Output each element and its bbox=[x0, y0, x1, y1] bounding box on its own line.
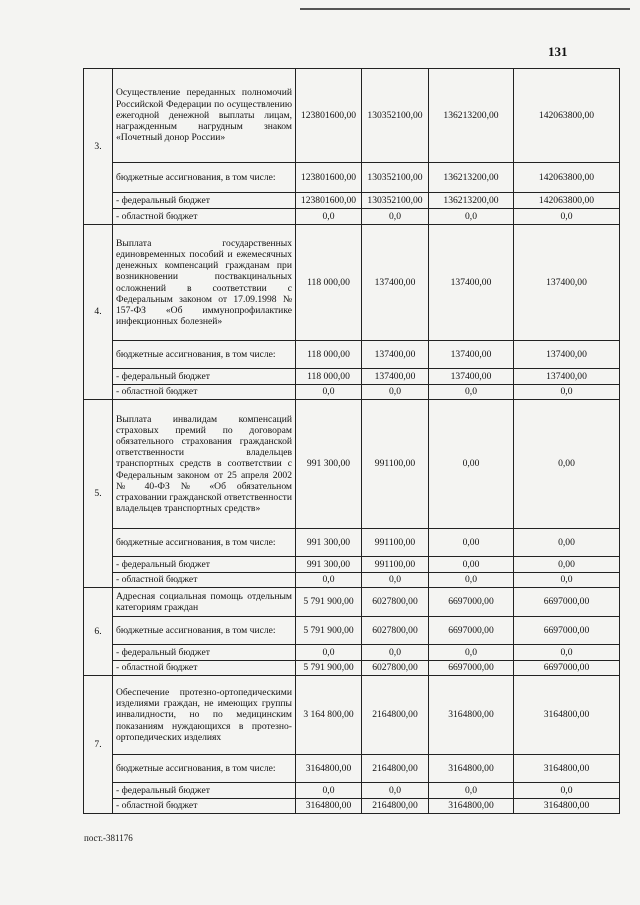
value-cell: 137400,00 bbox=[514, 341, 620, 369]
table-row bbox=[84, 341, 620, 369]
value-cell: 0,00 bbox=[514, 529, 620, 557]
value-cell: 123801600,00 bbox=[296, 163, 362, 193]
table-row bbox=[84, 193, 620, 209]
sub-label: - федеральный бюджет bbox=[113, 193, 296, 209]
value-cell: 991100,00 bbox=[362, 400, 429, 529]
table-row bbox=[84, 645, 620, 661]
value-cell: 0,0 bbox=[514, 783, 620, 799]
sub-label: - федеральный бюджет bbox=[113, 645, 296, 661]
value-cell: 3164800,00 bbox=[514, 799, 620, 814]
value-cell: 142063800,00 bbox=[514, 193, 620, 209]
table-row bbox=[84, 400, 620, 529]
row-title: Осуществление переданных полномочий Российской Федерации по осуществлению ежегодной денежной выплаты лицам, награжденным нагрудным знаком «Почетный донор России» bbox=[113, 69, 296, 163]
value-cell: 0,0 bbox=[296, 209, 362, 225]
value-cell: 0,00 bbox=[429, 400, 514, 529]
value-cell: 0,0 bbox=[362, 645, 429, 661]
value-cell: 6027800,00 bbox=[362, 661, 429, 676]
value-cell: 118 000,00 bbox=[296, 369, 362, 385]
value-cell: 136213200,00 bbox=[429, 69, 514, 163]
value-cell: 991 300,00 bbox=[296, 557, 362, 573]
value-cell: 6697000,00 bbox=[429, 617, 514, 645]
budget-table-body bbox=[84, 69, 620, 814]
table-row bbox=[84, 676, 620, 755]
sub-label: бюджетные ассигнования, в том числе: bbox=[113, 529, 296, 557]
value-cell: 0,0 bbox=[514, 209, 620, 225]
value-cell: 142063800,00 bbox=[514, 163, 620, 193]
table-row bbox=[84, 69, 620, 163]
value-cell: 0,0 bbox=[296, 645, 362, 661]
value-cell: 0,00 bbox=[429, 529, 514, 557]
value-cell: 991 300,00 bbox=[296, 529, 362, 557]
value-cell: 991100,00 bbox=[362, 557, 429, 573]
value-cell: 137400,00 bbox=[429, 225, 514, 341]
value-cell: 137400,00 bbox=[514, 369, 620, 385]
value-cell: 5 791 900,00 bbox=[296, 588, 362, 617]
value-cell: 137400,00 bbox=[362, 341, 429, 369]
value-cell: 0,00 bbox=[514, 557, 620, 573]
value-cell: 130352100,00 bbox=[362, 193, 429, 209]
budget-table bbox=[83, 68, 620, 814]
value-cell: 142063800,00 bbox=[514, 69, 620, 163]
value-cell: 0,0 bbox=[296, 385, 362, 400]
sub-label: бюджетные ассигнования, в том числе: bbox=[113, 755, 296, 783]
value-cell: 0,0 bbox=[429, 573, 514, 588]
value-cell: 3 164 800,00 bbox=[296, 676, 362, 755]
value-cell: 130352100,00 bbox=[362, 163, 429, 193]
footer-note: пост.-381176 bbox=[84, 833, 133, 843]
value-cell: 3164800,00 bbox=[429, 676, 514, 755]
table-row bbox=[84, 799, 620, 814]
sub-label: - областной бюджет bbox=[113, 661, 296, 676]
value-cell: 0,0 bbox=[362, 783, 429, 799]
sub-label: - федеральный бюджет bbox=[113, 557, 296, 573]
value-cell: 3164800,00 bbox=[429, 755, 514, 783]
value-cell: 2164800,00 bbox=[362, 755, 429, 783]
value-cell: 6697000,00 bbox=[514, 661, 620, 676]
value-cell: 6697000,00 bbox=[514, 617, 620, 645]
sub-label: бюджетные ассигнования, в том числе: bbox=[113, 163, 296, 193]
table-row bbox=[84, 163, 620, 193]
value-cell: 0,0 bbox=[514, 573, 620, 588]
value-cell: 3164800,00 bbox=[514, 676, 620, 755]
value-cell: 6697000,00 bbox=[514, 588, 620, 617]
value-cell: 0,0 bbox=[429, 209, 514, 225]
row-number: 7. bbox=[84, 676, 113, 814]
row-number: 3. bbox=[84, 69, 113, 225]
sub-label: бюджетные ассигнования, в том числе: bbox=[113, 617, 296, 645]
value-cell: 0,0 bbox=[429, 385, 514, 400]
table-row bbox=[84, 385, 620, 400]
table-row bbox=[84, 661, 620, 676]
value-cell: 991 300,00 bbox=[296, 400, 362, 529]
value-cell: 137400,00 bbox=[362, 369, 429, 385]
value-cell: 137400,00 bbox=[429, 369, 514, 385]
row-title: Обеспечение протезно-ортопедическими изделиями граждан, не имеющих группы инвалидности, но по медицинским показаниям нуждающихся в протезно-ортопедических изделиях bbox=[113, 676, 296, 755]
value-cell: 0,0 bbox=[362, 573, 429, 588]
table-row bbox=[84, 755, 620, 783]
value-cell: 118 000,00 bbox=[296, 225, 362, 341]
value-cell: 123801600,00 bbox=[296, 193, 362, 209]
value-cell: 3164800,00 bbox=[514, 755, 620, 783]
value-cell: 0,0 bbox=[296, 573, 362, 588]
row-title: Адресная социальная помощь отдельным категориям граждан bbox=[113, 588, 296, 617]
value-cell: 0,00 bbox=[514, 400, 620, 529]
value-cell: 130352100,00 bbox=[362, 69, 429, 163]
value-cell: 0,0 bbox=[429, 645, 514, 661]
value-cell: 6697000,00 bbox=[429, 588, 514, 617]
table-row bbox=[84, 557, 620, 573]
row-number: 4. bbox=[84, 225, 113, 400]
table-row bbox=[84, 588, 620, 617]
value-cell: 0,0 bbox=[429, 783, 514, 799]
row-number: 6. bbox=[84, 588, 113, 676]
value-cell: 118 000,00 bbox=[296, 341, 362, 369]
table-row bbox=[84, 529, 620, 557]
value-cell: 0,0 bbox=[362, 209, 429, 225]
table-row bbox=[84, 225, 620, 341]
table-row bbox=[84, 617, 620, 645]
value-cell: 0,0 bbox=[296, 783, 362, 799]
value-cell: 0,0 bbox=[362, 385, 429, 400]
row-title: Выплата государственных единовременных пособий и ежемесячных денежных компенсаций гражданам при возникновении поствакцинальных осложнений в соответствии с Федеральным законом от 17.09.1998 № 157-ФЗ «Об иммунопрофилактике инфекционных болезней» bbox=[113, 225, 296, 341]
value-cell: 5 791 900,00 bbox=[296, 661, 362, 676]
value-cell: 0,0 bbox=[514, 645, 620, 661]
value-cell: 3164800,00 bbox=[296, 799, 362, 814]
sub-label: - областной бюджет bbox=[113, 385, 296, 400]
table-row bbox=[84, 783, 620, 799]
table-row bbox=[84, 369, 620, 385]
value-cell: 6027800,00 bbox=[362, 617, 429, 645]
value-cell: 0,00 bbox=[429, 557, 514, 573]
value-cell: 6027800,00 bbox=[362, 588, 429, 617]
value-cell: 137400,00 bbox=[362, 225, 429, 341]
sub-label: - областной бюджет bbox=[113, 209, 296, 225]
value-cell: 2164800,00 bbox=[362, 799, 429, 814]
value-cell: 137400,00 bbox=[514, 225, 620, 341]
value-cell: 3164800,00 bbox=[296, 755, 362, 783]
value-cell: 137400,00 bbox=[429, 341, 514, 369]
value-cell: 5 791 900,00 bbox=[296, 617, 362, 645]
value-cell: 123801600,00 bbox=[296, 69, 362, 163]
value-cell: 136213200,00 bbox=[429, 163, 514, 193]
sub-label: - федеральный бюджет bbox=[113, 369, 296, 385]
value-cell: 136213200,00 bbox=[429, 193, 514, 209]
sub-label: - областной бюджет bbox=[113, 799, 296, 814]
table-row bbox=[84, 573, 620, 588]
value-cell: 0,0 bbox=[514, 385, 620, 400]
table-row bbox=[84, 209, 620, 225]
top-rule bbox=[300, 8, 630, 10]
sub-label: - федеральный бюджет bbox=[113, 783, 296, 799]
page-number: 131 bbox=[548, 44, 568, 59]
value-cell: 991100,00 bbox=[362, 529, 429, 557]
value-cell: 2164800,00 bbox=[362, 676, 429, 755]
sub-label: бюджетные ассигнования, в том числе: bbox=[113, 341, 296, 369]
value-cell: 3164800,00 bbox=[429, 799, 514, 814]
value-cell: 6697000,00 bbox=[429, 661, 514, 676]
row-title: Выплата инвалидам компенсаций страховых премий по договорам обязательного страхования гражданской ответственности владельцев транспортных средств в соответствии с Федеральным законом от 25 апреля 2002 № 40-ФЗ № «Об обязательном страховании гражданской ответственности владельцев транспортных средств» bbox=[113, 400, 296, 529]
row-number: 5. bbox=[84, 400, 113, 588]
sub-label: - областной бюджет bbox=[113, 573, 296, 588]
